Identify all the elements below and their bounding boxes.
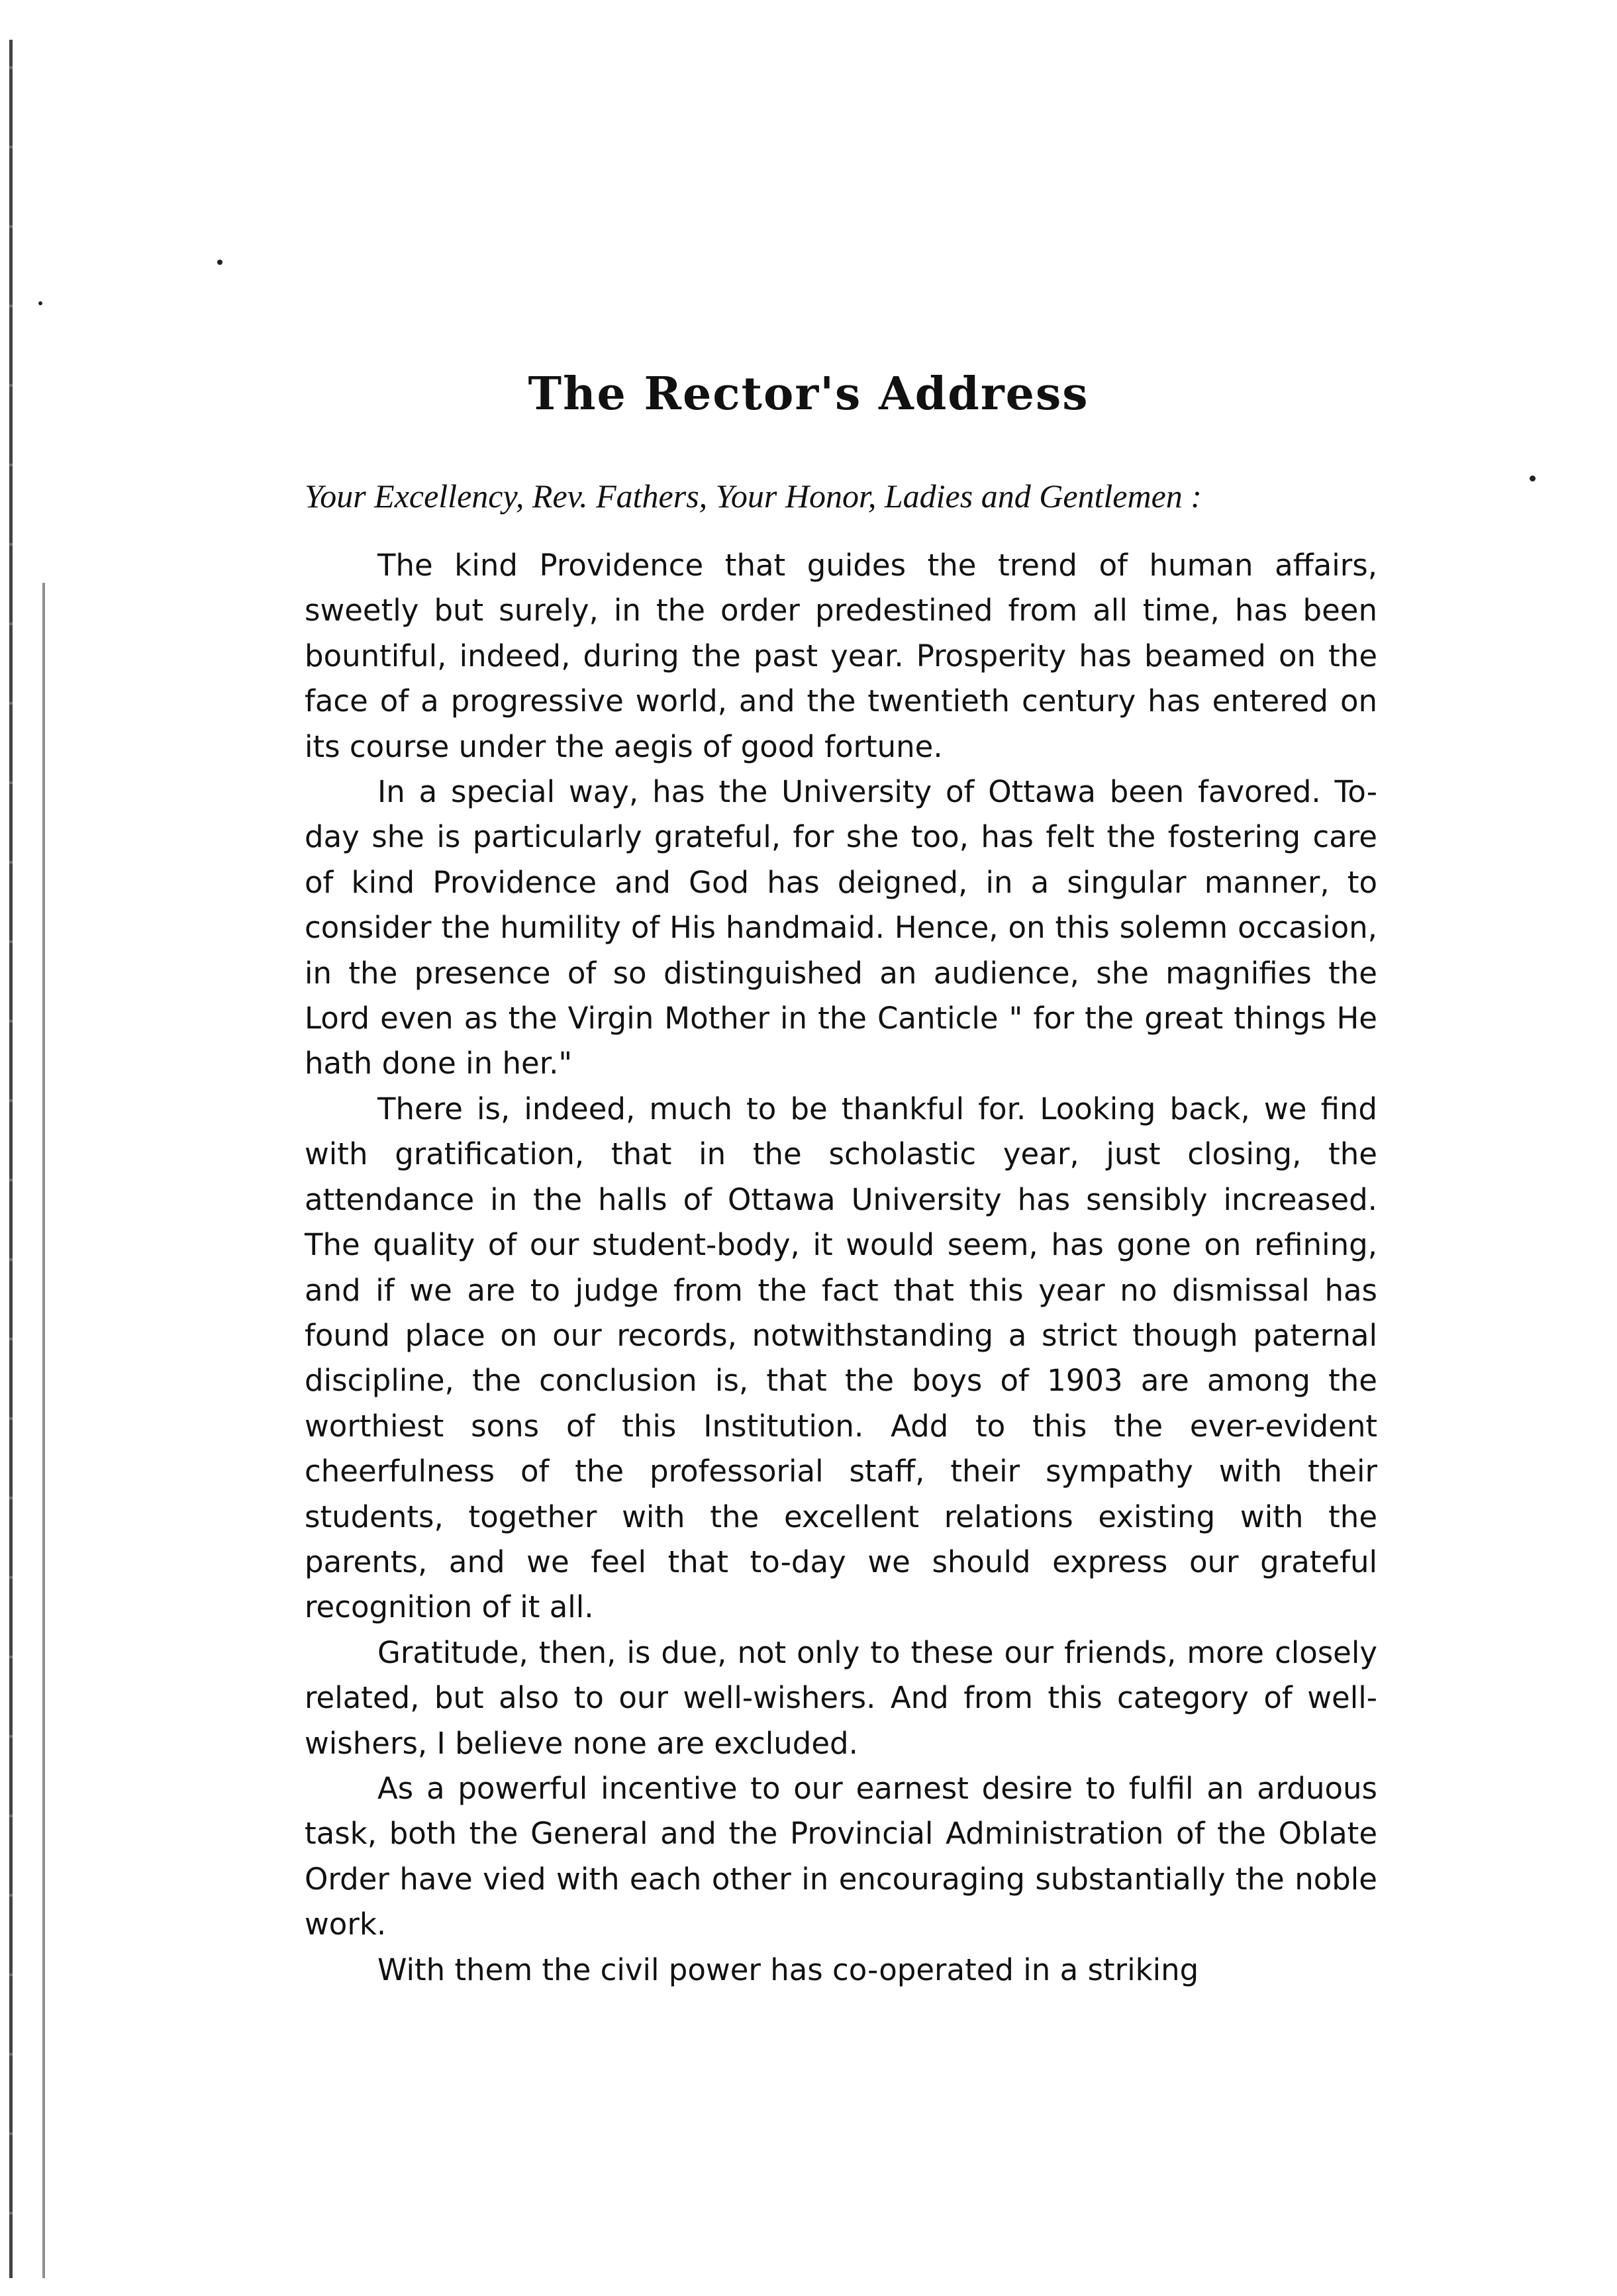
ink-speck — [38, 301, 42, 305]
page-binding-shadow — [42, 583, 45, 2278]
paragraph: As a powerful incentive to our earnest desire to fulfil an arduous task, both the General and the Provincial Administration of the Oblate Order have vied with each other in encouraging substantially the noble work. — [305, 1770, 1377, 1942]
paragraph: In a special way, has the University of Ottawa been favored. To-day she is particularly grateful, for she too, has felt the fostering care of kind Providence and God has deigned, in a singular manner, to consider the humility of His handmaid. Hence, on this solemn occasion, in the presence of so distinguished an audience, she magnifies the Lord even as the Virgin Mother in the Canticle " for the great things He hath done in her." — [305, 774, 1377, 1081]
salutation: Your Excellency, Rev. Fathers, Your Honor, Ladies and Gentlemen : — [305, 477, 1202, 515]
ink-speck — [1530, 475, 1536, 481]
paragraph: The kind Providence that guides the trend of human affairs, sweetly but surely, in the order predestined from all time, has been bountiful, indeed, during the past year. Prosperity has beamed on the face of a progressive world, and the twentieth century has entered on its course under the aegis of good fortune. — [305, 548, 1377, 764]
body-text — [305, 543, 1377, 1993]
ink-speck — [217, 260, 222, 265]
paragraph: With them the civil power has co-operated in a striking — [377, 1952, 1199, 1987]
paragraph: There is, indeed, much to be thankful for. Looking back, we find with gratification, that in the scholastic year, just closing, the attendance in the halls of Ottawa University has sensibly increased. The quality of our student-body, it would seem, has gone on refining, and if we are to judge from the fact that this year no dismissal has found place on our records, notwithstanding a strict though paternal discipline, the conclusion is, that the boys of 1903 are among the worthiest sons of this Institution. Add to this the ever-evident cheerfulness of the professorial staff, their sympathy with their students, together with the excellent relations existing with the parents, and we feel that to-day we should express our grateful recognition of it all. — [305, 1091, 1377, 1625]
paragraph: Gratitude, then, is due, not only to these our friends, more closely related, but also to our well-wishers. And from this category of well-wishers, I believe none are excluded. — [305, 1634, 1377, 1761]
page-title: The Rector's Address — [528, 368, 1089, 421]
